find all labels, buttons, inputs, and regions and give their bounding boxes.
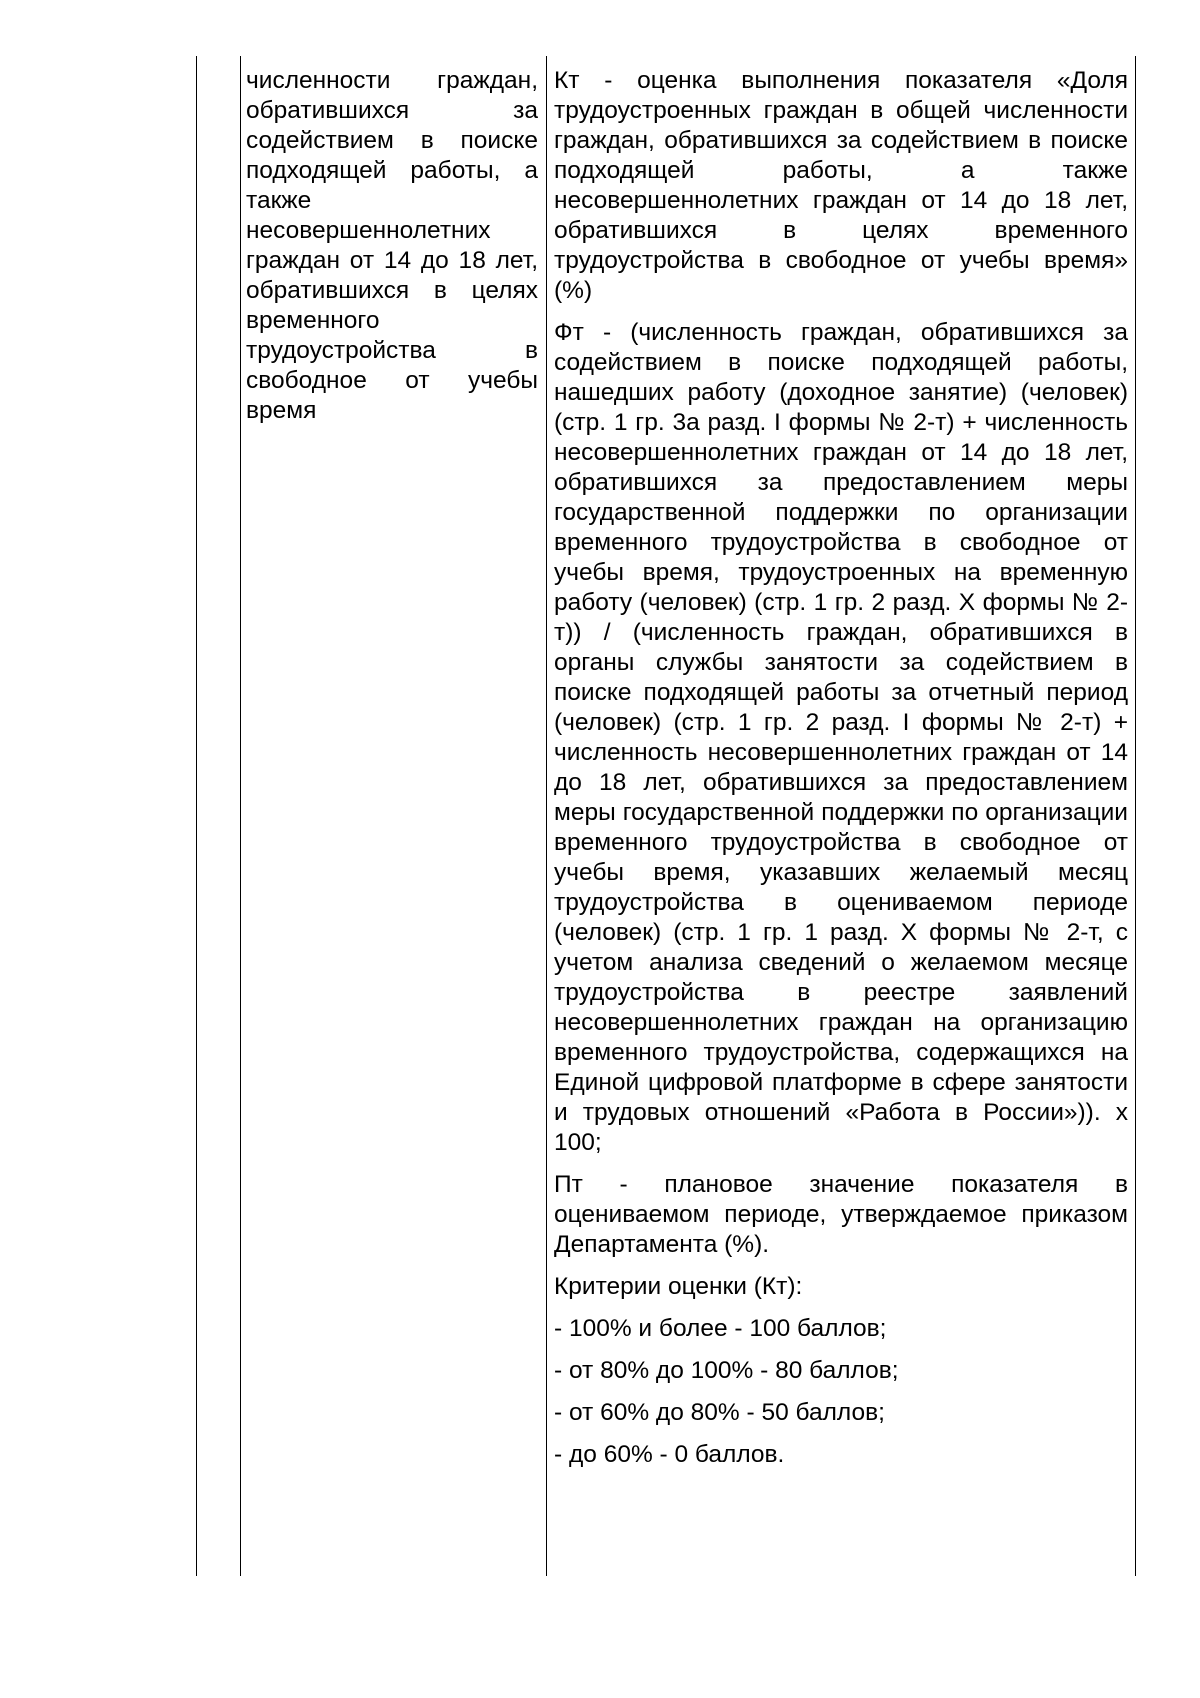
criteria-item: - 100% и более - 100 баллов;: [554, 1315, 887, 1342]
indicator-name-cell: [246, 66, 538, 438]
table-border-col1: [240, 56, 241, 1576]
criteria-item: - до 60% - 0 баллов.: [554, 1441, 785, 1468]
pt-definition: Пт - плановое значение показателя в оцениваемом периоде, утверждаемое приказом Департамента (%).: [554, 1171, 1128, 1258]
ft-definition: Фт - (численность граждан, обратившихся за содействием в поиске подходящей работы, нашедших работу (доходное занятие) (человек) (стр. 1 гр. 3а разд. I формы № 2-т) + численность несовершеннолетних граждан от 14 до 18 лет, обратившихся за предоставлением меры государственной поддержки по организации временного трудоустройства в свободное от учебы время, трудоустроенных на временную работу (человек) (стр. 1 гр. 2 разд. X формы № 2-т)) / (численность граждан, обратившихся в органы службы занятости за содействием в поиске подходящей работы за отчетный период (человек) (стр. 1 гр. 2 разд. I формы № 2-т) + численность несовершеннолетних граждан от 14 до 18 лет, обратившихся за предоставлением меры государственной поддержки по организации временного трудоустройства в свободное от учебы время, указавших желаемый месяц трудоустройства в оцениваемом периоде (человек) (стр. 1 гр. 1 разд. X формы № 2-т, с учетом анализа сведений о желаемом месяце трудоустройства в реестре заявлений несовершеннолетних граждан на организацию временного трудоустройства, содержащихся на Единой цифровой платформе в сфере занятости и трудовых отношений «Работа в России»)). х 100;: [554, 319, 1128, 1156]
table-border-right: [1135, 56, 1136, 1576]
criteria-item: - от 60% до 80% - 50 баллов;: [554, 1399, 885, 1426]
kt-definition: Кт - оценка выполнения показателя «Доля трудоустроенных граждан в общей численности граждан, обратившихся за содействием в поиске подходящей работы, а также несовершеннолетних граждан от 14 до 18 лет, обратившихся в целях временного трудоустройства в свободное от учебы время» (%): [554, 67, 1128, 304]
criteria-item: - от 80% до 100% - 80 баллов;: [554, 1357, 899, 1384]
criteria-title: Критерии оценки (Кт):: [554, 1273, 803, 1300]
indicator-name-text: численности граждан, обратившихся за содействием в поиске подходящей работы, а также несовершеннолетних граждан от 14 до 18 лет, обратившихся в целях временного трудоустройства в свободное от учебы время: [246, 67, 538, 424]
table-border-col2: [546, 56, 547, 1576]
calculation-method-cell: [554, 66, 1128, 1482]
table-border-left: [196, 56, 197, 1576]
